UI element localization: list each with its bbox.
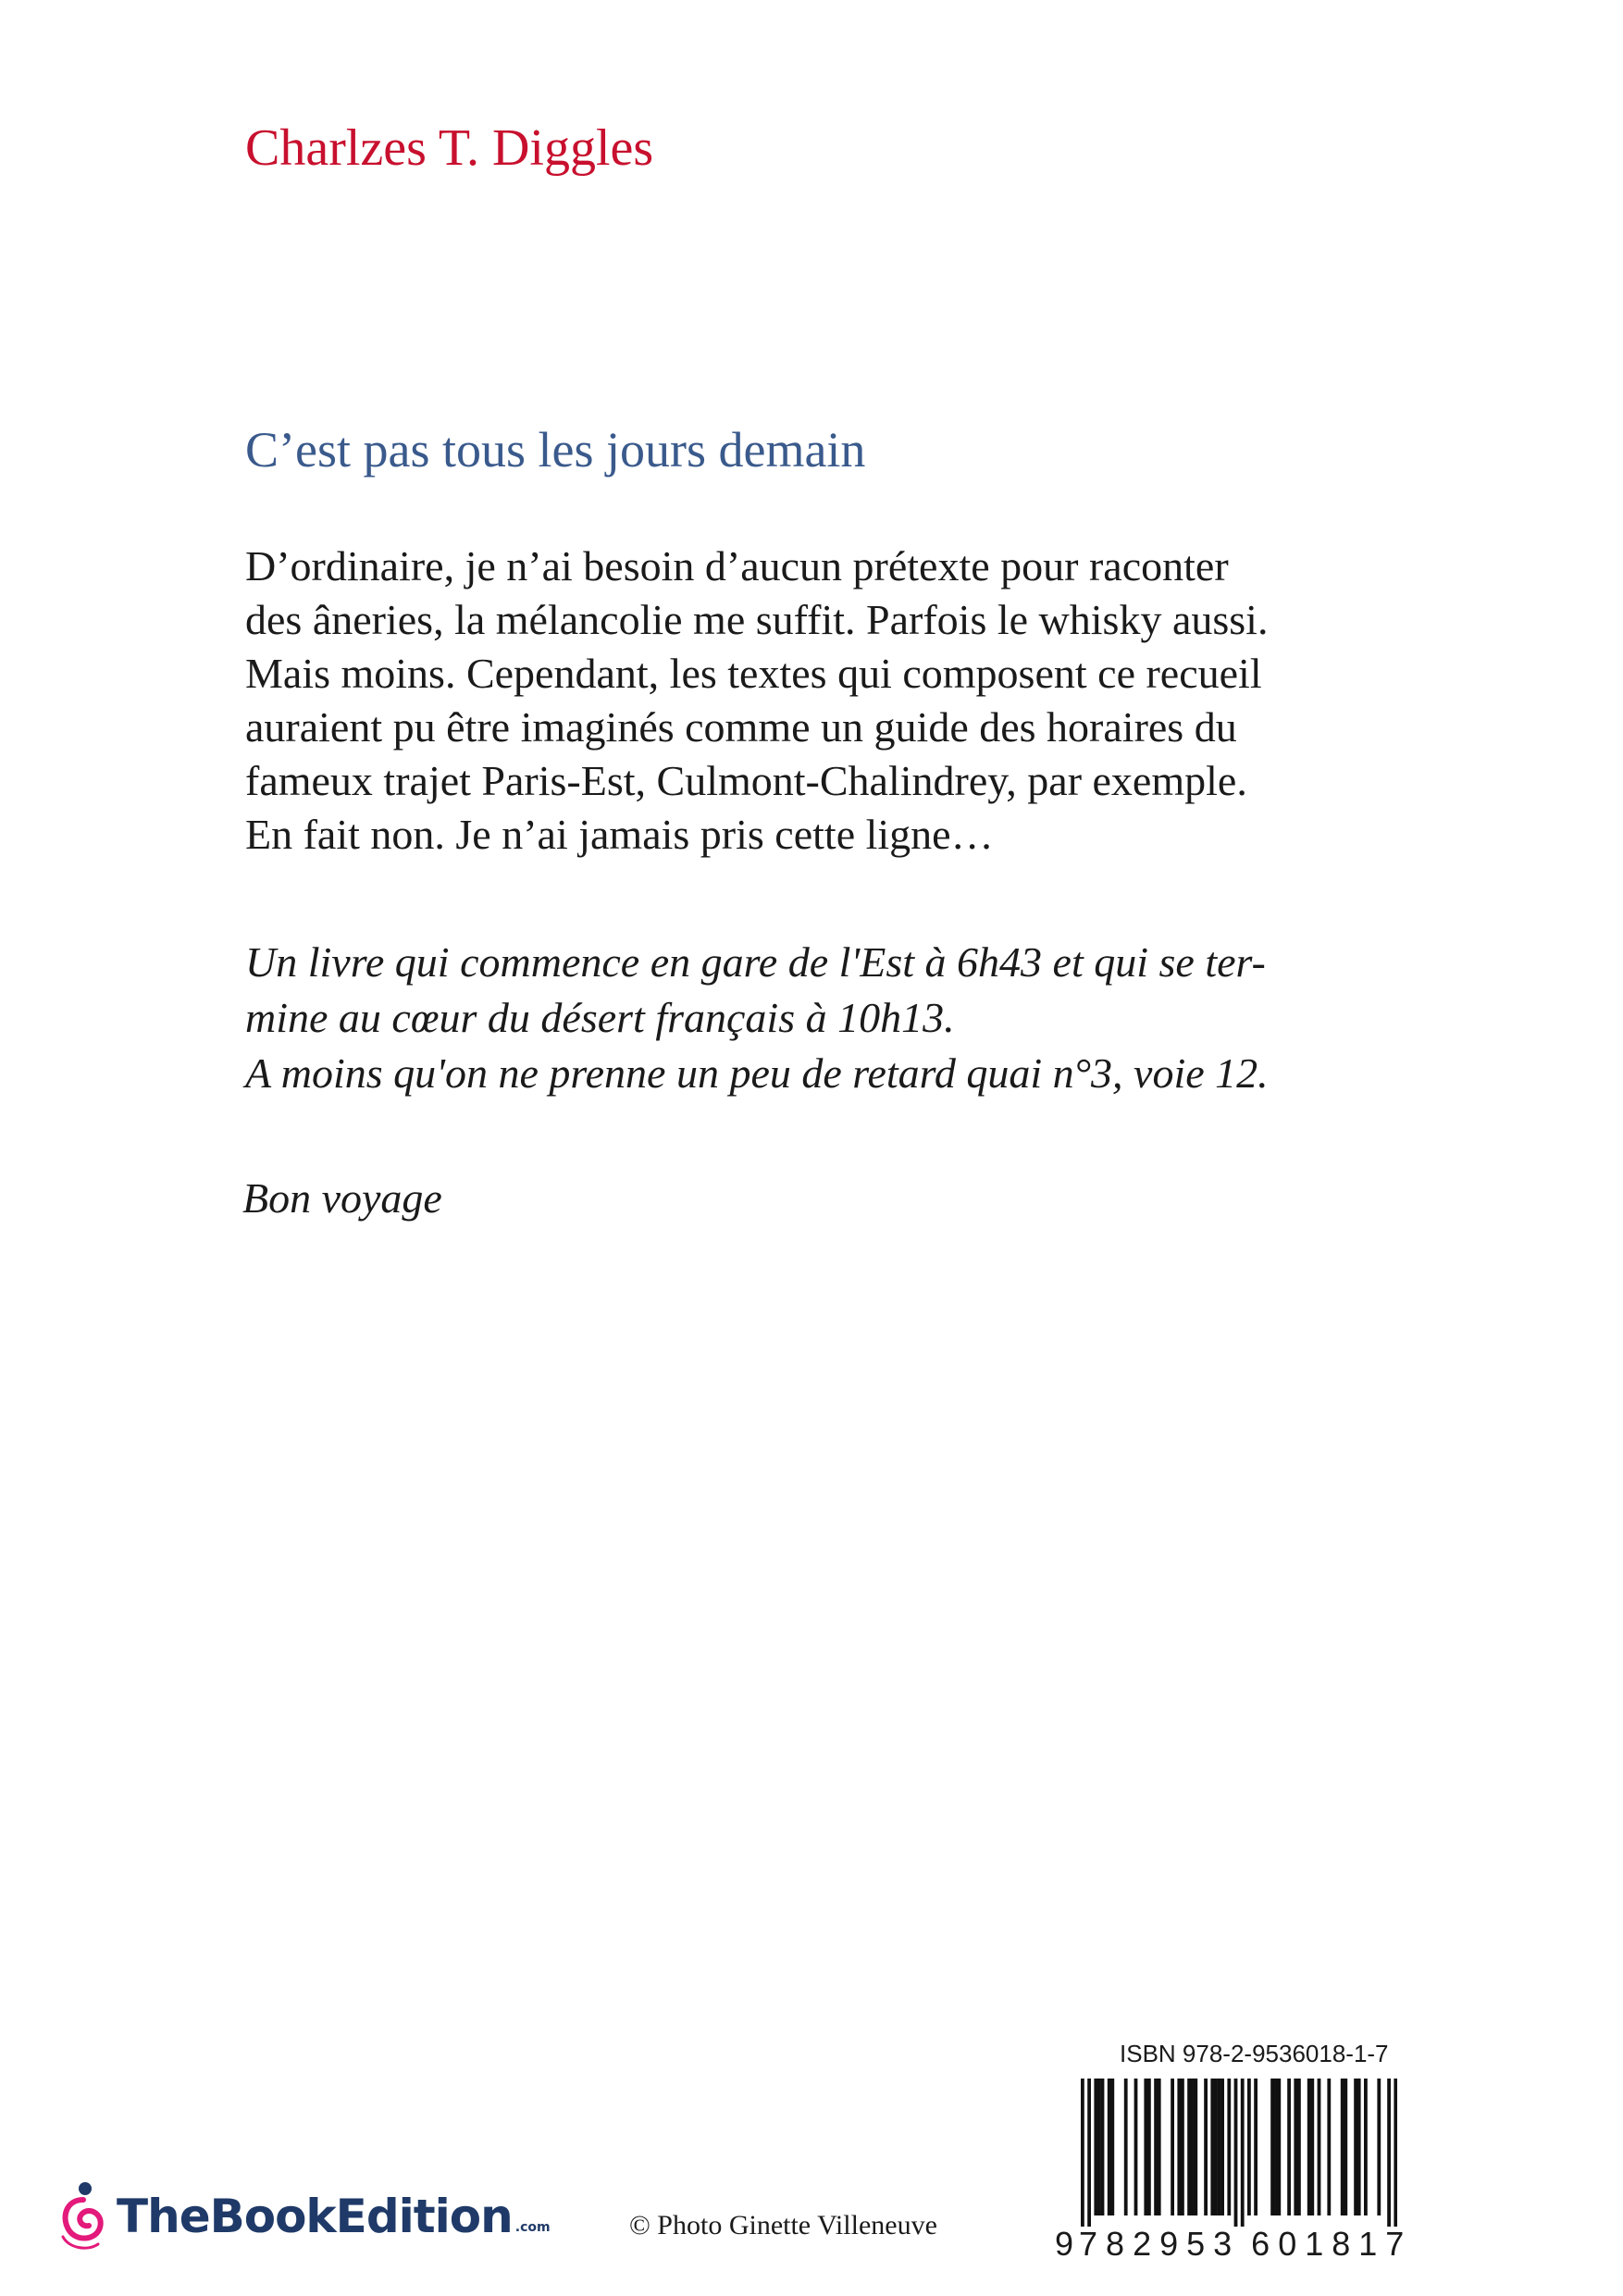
barcode-bar [1204,2079,1208,2215]
barcode-bar [1270,2079,1274,2215]
barcode-bar [1081,2079,1084,2227]
barcode-bar [1277,2079,1281,2215]
barcode-bar [1214,2079,1218,2215]
barcode-bar [1154,2079,1158,2215]
publisher-logo [56,2179,551,2253]
barcode-bar [1124,2079,1128,2215]
barcode-first-digit: 9 [1055,2225,1074,2263]
barcode-bar [1158,2079,1161,2215]
publisher-suffix: .com [514,2220,551,2235]
barcode-right-digits: 601817 [1251,2225,1413,2263]
tagline-line: A moins qu'on ne prenne un peu de retard quai n°3, voie 12. [245,1049,1269,1097]
barcode-bar [1194,2079,1197,2215]
barcode-bar [1327,2079,1331,2215]
blurb-line: Mais moins. Cependant, les textes qui composent ce recueil [245,650,1262,697]
barcode-bar [1287,2079,1291,2215]
book-title: C’est pas tous les jours demain [245,422,866,478]
barcode-left-digits: 782953 [1079,2225,1241,2263]
barcode-bar [1227,2079,1231,2215]
author-name: Charlzes T. Diggles [245,119,654,177]
blurb-line: auraient pu être imaginés comme un guide des horaires du [245,703,1237,751]
barcode-bar [1220,2079,1224,2215]
barcode-bar [1097,2079,1101,2215]
barcode-bar [1357,2079,1361,2215]
barcode-bar [1274,2079,1278,2215]
isbn-label: ISBN 978-2-9536018-1-7 [1120,2040,1389,2067]
barcode-bar [1318,2079,1321,2215]
barcode-bar [1087,2079,1091,2227]
barcode-bar [1134,2079,1138,2215]
barcode-bar [1147,2079,1151,2215]
barcode-bar [1254,2079,1258,2215]
tagline-paragraph [245,935,1269,1101]
isbn-block [1046,2036,1420,2267]
barcode-bar [1144,2079,1147,2215]
publisher-name: TheBookEdition [117,2190,513,2243]
publisher-swirl-icon [56,2179,111,2253]
barcode-bar [1101,2079,1105,2215]
blurb-line: D’ordinaire, je n’ai besoin d’aucun prétexte pour raconter [245,542,1229,590]
blurb-line: des âneries, la mélancolie me suffit. Parfois le whisky aussi. [245,596,1269,643]
barcode-bar [1094,2079,1097,2215]
barcode-bar [1247,2079,1251,2215]
barcode-bar [1294,2079,1297,2215]
farewell-text: Bon voyage [242,1174,442,1222]
tagline-line: Un livre qui commence en gare de l'Est à 6h43 et qui se ter- [245,938,1266,986]
tagline-line: mine au cœur du désert français à 10h13. [245,994,955,1041]
barcode-bar [1218,2079,1221,2215]
barcode-digits [1055,2225,1413,2264]
barcode-bar [1344,2079,1347,2215]
barcode-bar [1387,2079,1391,2227]
photo-credit: © Photo Ginette Villeneuve [629,2210,937,2240]
barcode-bar [1110,2079,1114,2215]
barcode-bar [1181,2079,1184,2215]
barcode-bar [1354,2079,1357,2215]
barcode-bar [1234,2079,1238,2227]
barcode-bar [1171,2079,1174,2215]
blurb-line: En fait non. Je n’ai jamais pris cette ligne… [245,811,994,858]
barcode-bar [1307,2079,1311,2215]
barcode-bar [1297,2079,1301,2215]
barcode-bar [1108,2079,1111,2215]
barcode-bar [1394,2079,1397,2227]
barcode-bar [1310,2079,1314,2215]
barcode-bar [1187,2079,1191,2215]
barcode-bar [1241,2079,1245,2227]
barcode [1081,2079,1397,2227]
barcode-bar [1210,2079,1214,2215]
barcode-bar [1377,2079,1381,2215]
barcode-bar [1177,2079,1181,2215]
barcode-bar [1191,2079,1195,2215]
blurb-paragraph [245,540,1383,862]
barcode-bar [1364,2079,1368,2215]
barcode-bar [1341,2079,1344,2215]
blurb-line: fameux trajet Paris-Est, Culmont-Chalindrey, par exemple. [245,757,1247,804]
